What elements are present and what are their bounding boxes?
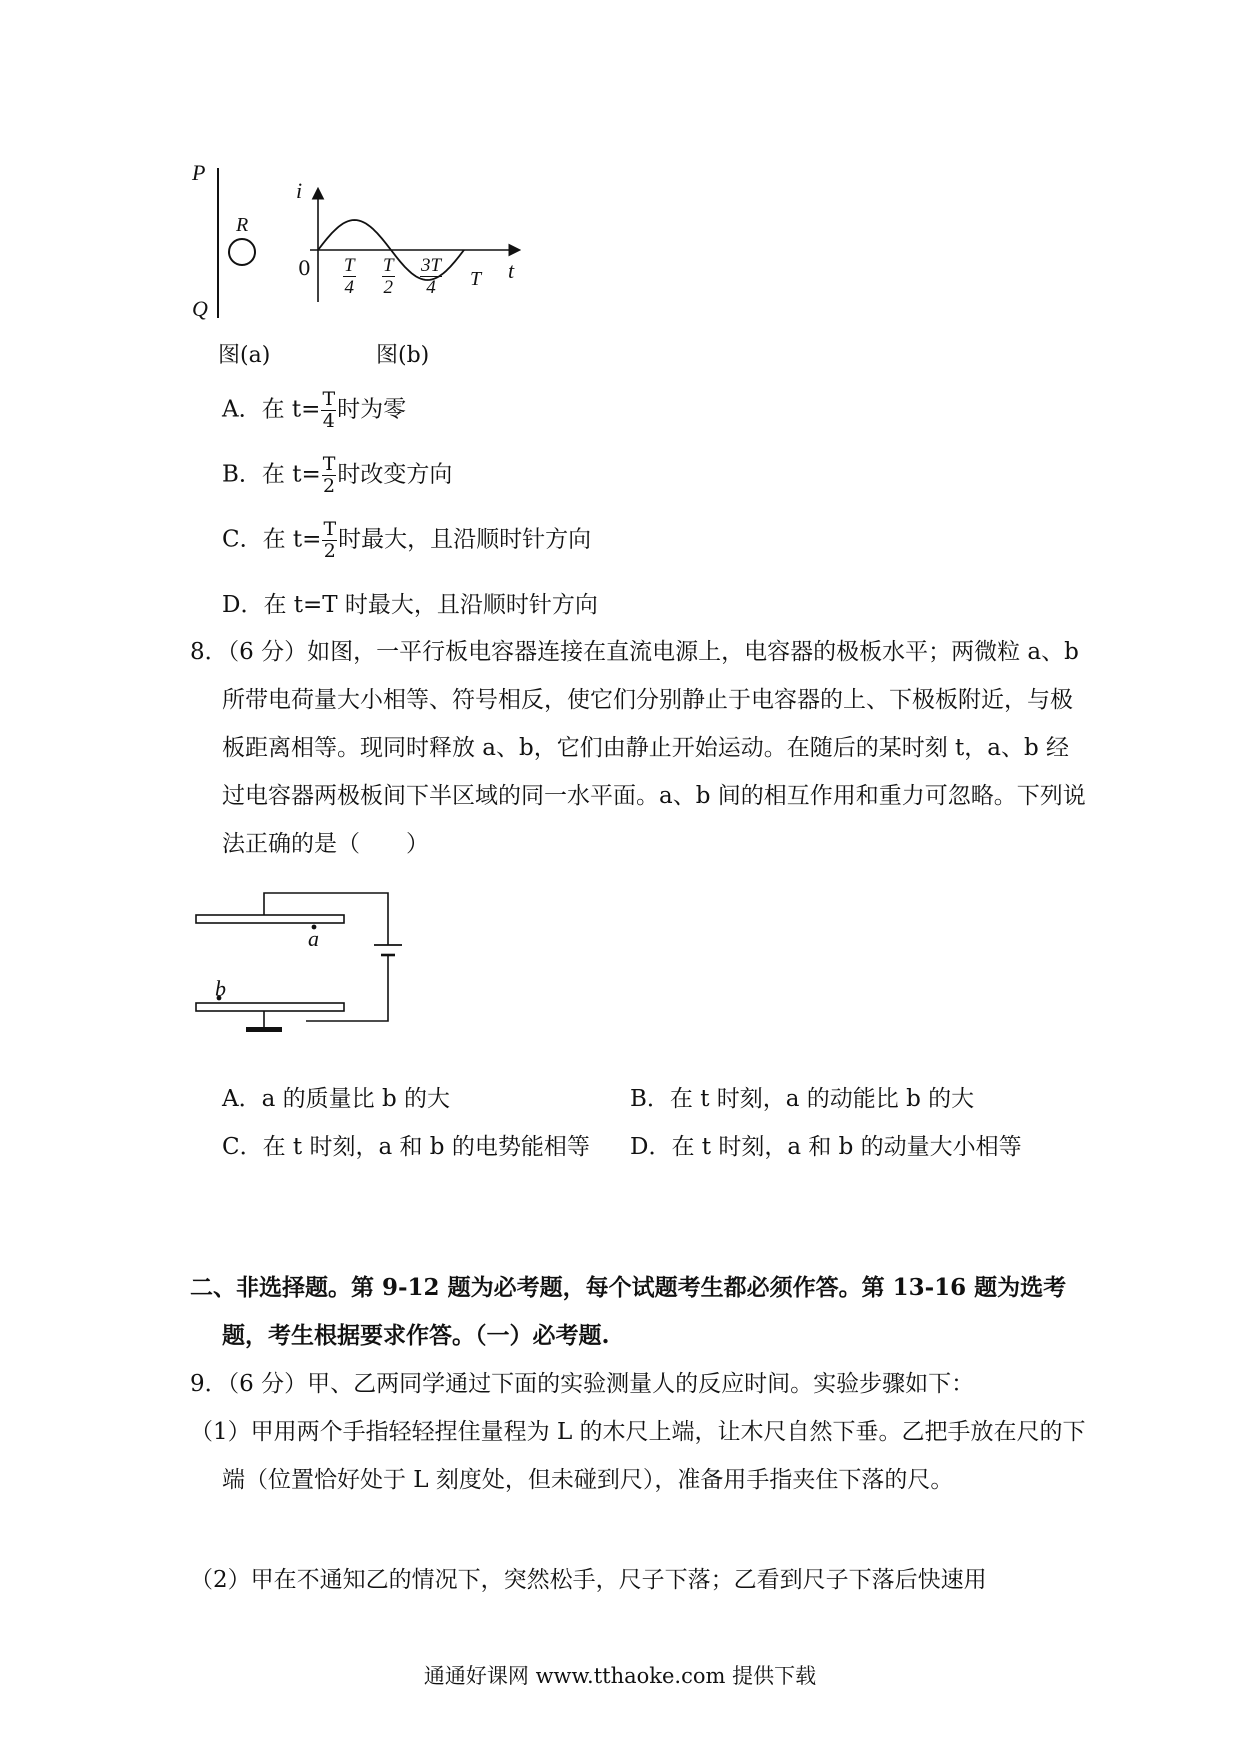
q8-option-d: D．在 t 时刻，a 和 b 的动量大小相等	[630, 1134, 1022, 1160]
q9-step2: （2）甲在不通知乙的情况下，突然松手，尺子下落；乙看到尺子下落后快速用	[190, 1567, 987, 1593]
q8-option-c: C．在 t 时刻，a 和 b 的电势能相等	[222, 1134, 590, 1160]
figure-b-graph	[296, 182, 526, 312]
q7-option-b: B．在 t= $\frac{T}{2}$ 时改变方向	[222, 453, 453, 497]
fig-b-origin: 0	[298, 256, 311, 280]
section-2-heading: 二、非选择题。第 9-12 题为必考题，每个试题考生都必须作答。第 13-16 题为选考题，考生根据要求作答。（一）必考题.	[190, 1274, 1067, 1349]
q7-option-d: D．在 t=T 时最大，且沿顺时针方向	[222, 592, 598, 618]
q8-option-a: A．a 的质量比 b 的大	[222, 1086, 450, 1112]
fig-b-tick-period: T	[470, 268, 482, 290]
lower-plate	[196, 1003, 344, 1011]
q8-option-b: B．在 t 时刻，a 的动能比 b 的大	[630, 1086, 975, 1112]
q8-stem: 8．（6 分）如图，一平行板电容器连接在直流电源上，电容器的极板水平；两微粒 a、b 所带电荷量大小相等、符号相反，使它们分别静止于电容器的上、下极板附近，与极板距离相等。现同时释放 a、b，它们由静止开始运动。在随后的某时刻 t，a、b 经过电容器两极板间下半区域的同一水平面。a、b 间的相互作用和重力可忽略。下列说法正确的是（ ）	[190, 639, 1086, 857]
ring-r	[229, 239, 255, 265]
particle-b-label: b	[215, 976, 226, 1001]
fig-a-label-q: Q	[192, 296, 208, 321]
fig-b-tick-three-quarter: $\frac{3T}{4}$	[421, 255, 442, 298]
fig-a-label-r: R	[236, 214, 249, 236]
upper-plate	[196, 915, 344, 923]
fig-b-caption: 图(b)	[376, 343, 430, 368]
fig-a-label-p: P	[192, 160, 206, 185]
fig-a-caption: 图(a)	[218, 343, 271, 368]
q7-option-c: C．在 t= $\frac{T}{2}$ 时最大，且沿顺时针方向	[222, 518, 592, 562]
ground-bar	[246, 1027, 282, 1032]
q9-intro: 9．（6 分）甲、乙两同学通过下面的实验测量人的反应时间。实验步骤如下：	[190, 1371, 975, 1397]
fig-b-tick-quarter: $\frac{T}{4}$	[344, 255, 355, 298]
fig-b-x-label: t	[508, 258, 515, 283]
fig-b-tick-half: $\frac{T}{2}$	[383, 255, 394, 298]
particle-a-label: a	[308, 926, 319, 951]
page-footer: 通通好课网 www.tthaoke.com 提供下载	[423, 1664, 817, 1688]
q9-step1: （1）甲用两个手指轻轻捏住量程为 L 的木尺上端，让木尺自然下垂。乙把手放在尺的下端（位置恰好处于 L 刻度处，但未碰到尺），准备用手指夹住下落的尺。	[190, 1419, 1086, 1493]
fig-b-y-label: i	[296, 178, 303, 203]
q7-option-a: A．在 t= $\frac{T}{4}$ 时为零	[222, 388, 407, 432]
capacitor-figure	[188, 885, 418, 1035]
